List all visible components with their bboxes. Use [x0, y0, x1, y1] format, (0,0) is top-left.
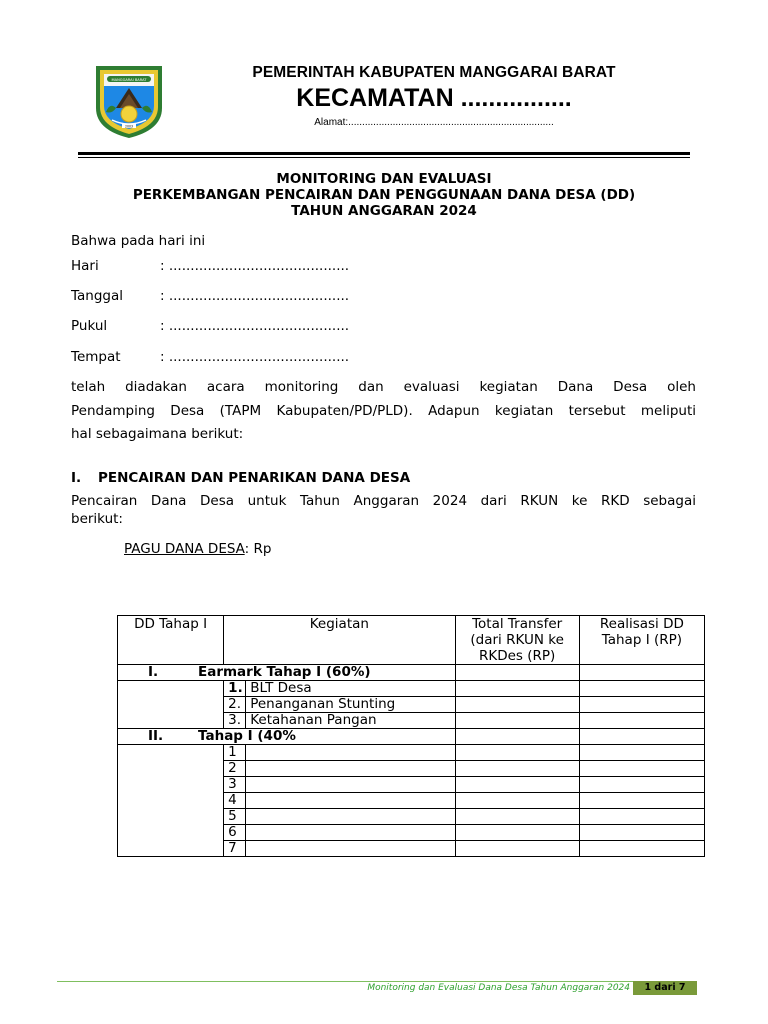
table-cell[interactable]	[579, 745, 704, 761]
section-title: PENCAIRAN DAN PENARIKAN DANA DESA	[98, 470, 411, 486]
field-label-tanggal: Tanggal	[71, 288, 124, 304]
doc-title-line3: TAHUN ANGGARAN 2024	[291, 203, 477, 219]
table-header-row	[118, 616, 705, 665]
table-cell[interactable]	[579, 825, 704, 841]
intro-line2: berikut:	[71, 511, 123, 527]
table-cell[interactable]	[579, 697, 704, 713]
group-cell	[118, 729, 456, 745]
footer-text: Monitoring dan Evaluasi Dana Desa Tahun Anggaran 2024	[367, 983, 630, 993]
footer-divider	[57, 981, 697, 982]
table-cell[interactable]	[579, 841, 704, 857]
table-cell[interactable]	[455, 809, 579, 825]
pagu-label: PAGU DANA DESA	[124, 541, 245, 557]
pagu-suffix: : Rp	[244, 541, 272, 557]
table-cell[interactable]	[455, 713, 579, 729]
table-cell[interactable]	[579, 665, 704, 681]
district-name: KECAMATAN ................	[296, 84, 572, 112]
table-cell[interactable]	[455, 745, 579, 761]
row-number: 2.	[224, 697, 246, 713]
doc-title-line2: PERKEMBANGAN PENCAIRAN DAN PENGGUNAAN DANA DESA (DD)	[132, 187, 636, 203]
row-number: 3	[224, 777, 246, 793]
paragraph-line3: hal sebagaimana berikut:	[71, 426, 244, 442]
table-cell[interactable]	[455, 841, 579, 857]
table-cell[interactable]	[579, 681, 704, 697]
header-dd-tahap: DD Tahap I	[118, 616, 224, 665]
table-cell[interactable]	[246, 745, 455, 761]
table-cell[interactable]	[455, 665, 579, 681]
table-cell[interactable]	[246, 841, 455, 857]
government-name: PEMERINTAH KABUPATEN MANGGARAI BARAT	[252, 64, 616, 81]
header-kegiatan: Kegiatan	[224, 616, 455, 665]
section-number: I.	[71, 470, 82, 486]
row-number: 5	[224, 809, 246, 825]
section-intro	[71, 492, 696, 528]
table-cell	[118, 681, 224, 729]
table-cell[interactable]	[579, 713, 704, 729]
row-number: 2	[224, 761, 246, 777]
paragraph-line2: Pendamping Desa (TAPM Kabupaten/PD/PLD). Adapun kegiatan tersebut meliputi	[71, 402, 696, 419]
pagu-line	[124, 541, 271, 557]
header-total-transfer: Total Transfer (dari RKUN ke RKDes (RP)	[455, 616, 579, 665]
row-number: 4	[224, 793, 246, 809]
group-title: Earmark Tahap I (60%)	[198, 664, 371, 680]
group-number: I.	[148, 664, 159, 680]
group-row-earmark	[118, 665, 705, 681]
row-number: 3.	[224, 713, 246, 729]
manggarai-barat-emblem-icon	[90, 62, 168, 140]
table-row	[118, 681, 705, 697]
header-realisasi: Realisasi DD Tahap I (RP)	[579, 616, 704, 665]
row-activity: Ketahanan Pangan	[246, 713, 455, 729]
row-number: 1.	[224, 681, 246, 697]
section-heading	[71, 470, 410, 486]
emblem-year-text: 2003	[124, 124, 134, 129]
field-label-pukul: Pukul	[71, 318, 108, 334]
paragraph-line1: telah diadakan acara monitoring dan evaluasi kegiatan Dana Desa oleh	[71, 379, 696, 395]
table-cell[interactable]	[579, 809, 704, 825]
field-label-hari: Hari	[71, 258, 99, 274]
table-cell[interactable]	[455, 777, 579, 793]
table-cell[interactable]	[455, 793, 579, 809]
row-activity: Penanganan Stunting	[246, 697, 455, 713]
group-title: Tahap I (40%	[198, 728, 296, 744]
table-cell[interactable]	[455, 681, 579, 697]
body-paragraph	[71, 376, 696, 447]
table-cell[interactable]	[246, 777, 455, 793]
field-value-hari: : ..........................................	[160, 258, 350, 274]
field-value-pukul: : ..........................................	[160, 318, 350, 334]
disbursement-table	[117, 615, 705, 857]
table-cell[interactable]	[246, 825, 455, 841]
address-line: Alamat:..........................................................................	[314, 117, 554, 128]
table-cell[interactable]	[455, 825, 579, 841]
table-cell[interactable]	[579, 729, 704, 745]
row-number: 1	[224, 745, 246, 761]
table-cell[interactable]	[246, 809, 455, 825]
group-row-tahap	[118, 729, 705, 745]
field-value-tempat: : ..........................................	[160, 349, 350, 365]
table-row	[118, 745, 705, 761]
row-number: 6	[224, 825, 246, 841]
field-value-tanggal: : ..........................................	[160, 288, 350, 304]
group-number: II.	[148, 728, 164, 744]
table-cell[interactable]	[579, 777, 704, 793]
group-cell	[118, 665, 456, 681]
table-cell[interactable]	[579, 793, 704, 809]
row-activity: BLT Desa	[246, 681, 455, 697]
table-cell[interactable]	[246, 793, 455, 809]
page-number-badge: 1 dari 7	[633, 981, 697, 995]
intro-line1: Pencairan Dana Desa untuk Tahun Anggaran 2024 dari RKUN ke RKD sebagai	[71, 493, 696, 509]
table-cell[interactable]	[579, 761, 704, 777]
table-cell[interactable]	[455, 729, 579, 745]
table-cell	[118, 745, 224, 857]
row-number: 7	[224, 841, 246, 857]
header-divider-thick	[78, 152, 690, 155]
field-label-tempat: Tempat	[71, 349, 121, 365]
header-divider-thin	[78, 157, 690, 158]
table-cell[interactable]	[455, 761, 579, 777]
emblem-banner-text: MANGGARAI BARAT	[111, 78, 147, 82]
opening-text: Bahwa pada hari ini	[71, 233, 206, 249]
table-cell[interactable]	[455, 697, 579, 713]
table-cell[interactable]	[246, 761, 455, 777]
doc-title-line1: MONITORING DAN EVALUASI	[276, 171, 492, 187]
